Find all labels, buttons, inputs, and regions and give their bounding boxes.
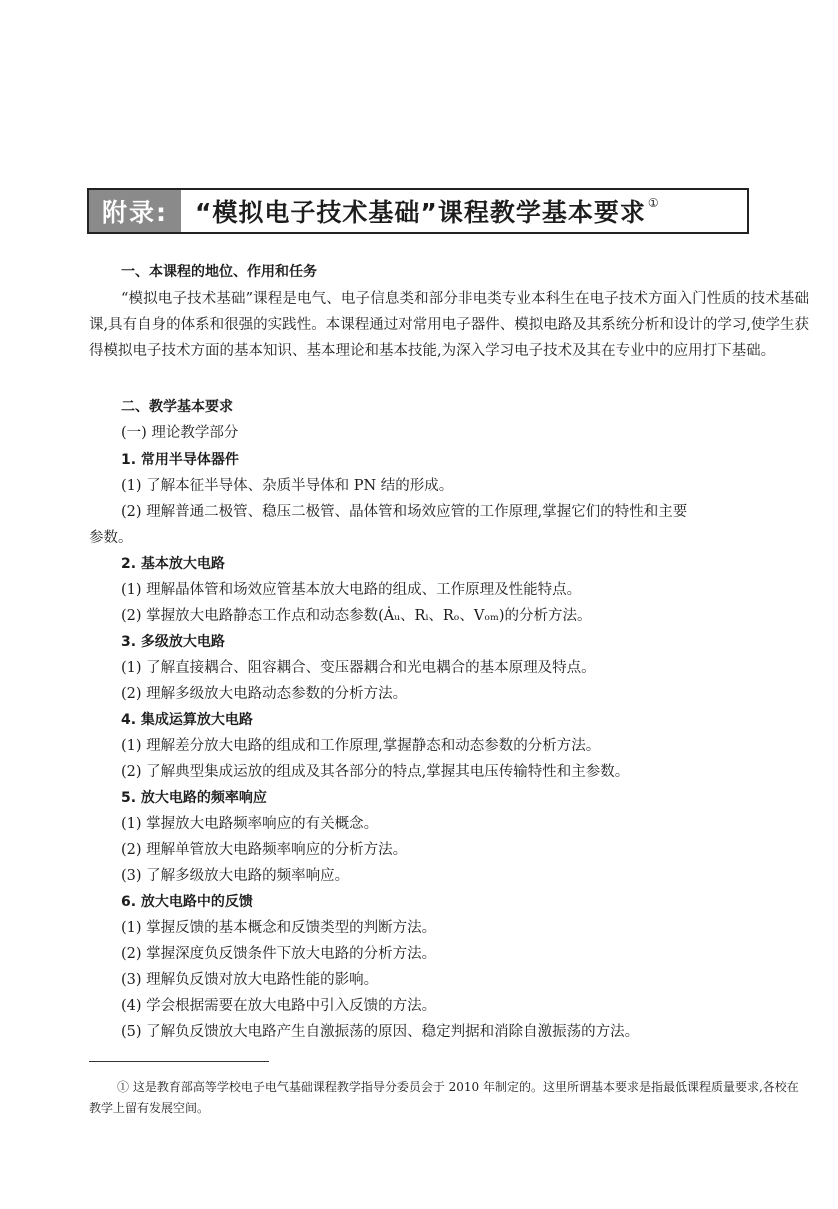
topic-heading: 4. 集成运算放大电路 xyxy=(121,712,253,728)
requirement-item: (4) 学会根据需要在放大电路中引入反馈的方法。 xyxy=(121,998,437,1014)
requirement-item: (1) 了解直接耦合、阻容耦合、变压器耦合和光电耦合的基本原理及特点。 xyxy=(121,660,596,676)
topic-heading: 1. 常用半导体器件 xyxy=(121,452,239,468)
requirement-item: (1) 理解差分放大电路的组成和工作原理,掌握静态和动态参数的分析方法。 xyxy=(121,738,601,754)
appendix-tag: 附录: xyxy=(89,190,181,232)
requirement-item: (2) 理解普通二极管、稳压二极管、晶体管和场效应管的工作原理,掌握它们的特性和主要 xyxy=(121,504,688,520)
topic-heading: 5. 放大电路的频率响应 xyxy=(121,790,267,806)
requirement-item: (1) 掌握反馈的基本概念和反馈类型的判断方法。 xyxy=(121,920,437,936)
appendix-title-text: “模拟电子技术基础”课程教学基本要求 xyxy=(195,198,646,227)
footnote: ① 这是教育部高等学校电子电气基础课程教学指导分委员会于 2010 年制定的。这里所谓基本要求是指最低课程质量要求,各校在教学上留有发展空间。 xyxy=(89,1080,799,1115)
appendix-title-box xyxy=(87,188,749,234)
topic-heading: 2. 基本放大电路 xyxy=(121,556,225,572)
footnote-divider xyxy=(89,1061,269,1062)
appendix-title xyxy=(181,190,747,232)
requirement-item: (2) 掌握深度负反馈条件下放大电路的分析方法。 xyxy=(121,946,437,962)
section-heading-2: 二、教学基本要求 xyxy=(121,399,233,415)
requirement-item: 参数。 xyxy=(89,530,133,546)
requirement-item: (2) 掌握放大电路静态工作点和动态参数(Ȧᵤ、Rᵢ、Rₒ、Vₒₘ)的分析方法。 xyxy=(121,608,592,624)
section-paragraph-1: “模拟电子技术基础”课程是电气、电子信息类和部分非电类专业本科生在电子技术方面入门性质的技术基础课,具有自身的体系和很强的实践性。本课程通过对常用电子器件、模拟电路及其系统分析和设计的学习,使学生获得模拟电子技术方面的基本知识、基本理论和基本技能,为深入学习电子技术及其在专业中的应用打下基础。 xyxy=(89,291,809,359)
requirement-item: (3) 了解多级放大电路的频率响应。 xyxy=(121,868,350,884)
requirement-item: (2) 了解典型集成运放的组成及其各部分的特点,掌握其电压传输特性和主参数。 xyxy=(121,764,630,780)
section-heading-1: 一、本课程的地位、作用和任务 xyxy=(121,264,317,280)
requirement-item: (1) 掌握放大电路频率响应的有关概念。 xyxy=(121,816,379,832)
requirement-item: (1) 理解晶体管和场效应管基本放大电路的组成、工作原理及性能特点。 xyxy=(121,582,582,598)
topic-heading: 6. 放大电路中的反馈 xyxy=(121,894,253,910)
topic-heading: 3. 多级放大电路 xyxy=(121,634,225,650)
requirement-item: (5) 了解负反馈放大电路产生自激振荡的原因、稳定判据和消除自激振荡的方法。 xyxy=(121,1024,640,1040)
requirement-item: (2) 理解单管放大电路频率响应的分析方法。 xyxy=(121,842,408,858)
subsection-heading: (一) 理论教学部分 xyxy=(121,425,239,441)
requirement-item: (3) 理解负反馈对放大电路性能的影响。 xyxy=(121,972,379,988)
footnote-mark: ① xyxy=(647,196,660,210)
requirement-item: (1) 了解本征半导体、杂质半导体和 PN 结的形成。 xyxy=(121,478,454,494)
requirement-item: (2) 理解多级放大电路动态参数的分析方法。 xyxy=(121,686,408,702)
